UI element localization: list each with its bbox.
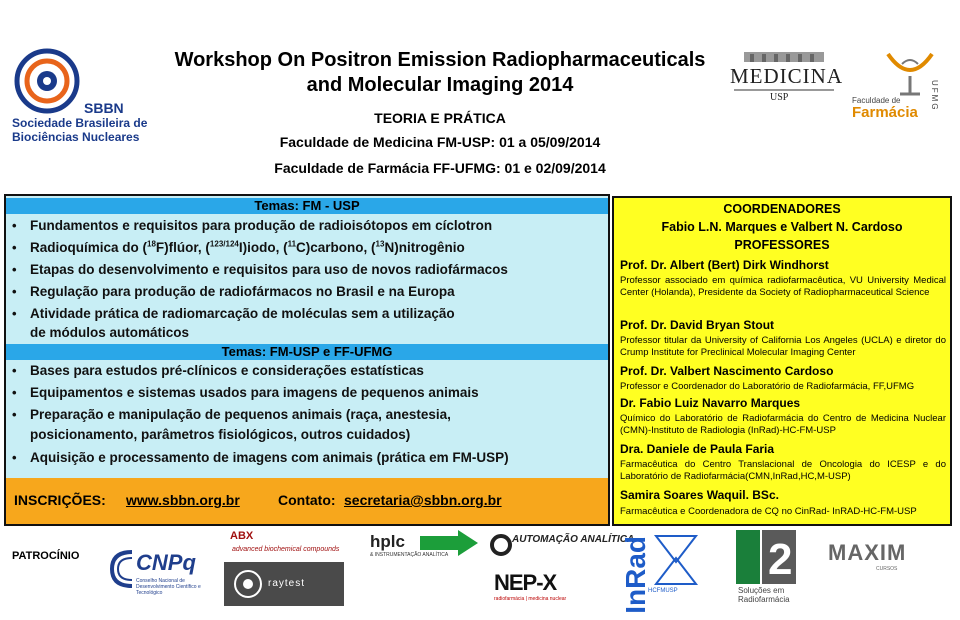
- list-item: • Aquisição e processamento de imagens com animais (prática em FM-USP): [30, 448, 509, 468]
- registration-bar: [6, 478, 608, 524]
- cnpq-logo-icon: [110, 546, 136, 592]
- page-title: Workshop On Positron Emission Radiopharmaceuticals and Molecular Imaging 2014: [174, 49, 706, 96]
- inrad-logo-subtext: HCFMUSP: [648, 588, 678, 594]
- professor-desc: Professor e Coordenador do Laboratório de Radiofarmácia, FF,UFMG: [620, 381, 915, 392]
- professor-name: Dr. Fabio Luiz Navarro Marques: [620, 396, 801, 410]
- professor-name: Samira Soares Waquil. BSc.: [620, 488, 779, 502]
- professor-name: Prof. Dr. Albert (Bert) Dirk Windhorst: [620, 258, 829, 272]
- sponsors-label: PATROCÍNIO: [12, 550, 80, 562]
- bullet-icon: •: [12, 407, 17, 422]
- professor-desc: Professor titular da University of California Los Angeles (UCLA) e diretor do Crump Institute for Preclinical Molecular Imaging Center: [620, 335, 946, 358]
- farmacia-ufmg-text: UFMG: [930, 80, 939, 112]
- list-item: • Atividade prática de radiomarcação de moléculas sem a utilização: [30, 304, 455, 324]
- list-item: • Preparação e manipulação de pequenos animais (raça, anestesia,: [30, 405, 451, 425]
- dates-ff-ufmg: Faculdade de Farmácia FF-UFMG: 01 e 02/09/2014: [274, 160, 606, 176]
- raytest-logo-text: raytest: [268, 578, 306, 589]
- bullet-icon: •: [12, 218, 17, 233]
- bullet-icon: •: [12, 363, 17, 378]
- bullet-icon: •: [12, 284, 17, 299]
- list-item: • Radioquímica do ($^{18}$F)flúor, ($^{123/124}$I)iodo, ($^{11}$C)carbono, ($^{13}$N)nitrogênio: [30, 238, 465, 258]
- list-item-continuation: de módulos automáticos: [30, 325, 190, 340]
- bullet-icon: •: [12, 306, 17, 321]
- raytest-logo-icon: [232, 566, 264, 602]
- list-item: • Etapas do desenvolvimento e requisitos para uso de novos radiofármacos: [30, 260, 508, 280]
- inrad-logo-icon: [650, 532, 702, 588]
- bullet-icon: •: [12, 450, 17, 465]
- professor-name: Prof. Dr. David Bryan Stout: [620, 318, 775, 332]
- maxim-logo-text: MAXIM: [828, 540, 907, 565]
- bullet-icon: •: [12, 385, 17, 400]
- professors-heading: PROFESSORES: [734, 238, 830, 252]
- medicina-logo-text: MEDICINA: [730, 64, 843, 88]
- professor-name: Dra. Daniele de Paula Faria: [620, 442, 775, 456]
- faculty-panel: [612, 196, 952, 526]
- org-abbr: SBBN: [84, 100, 124, 116]
- abx-logo-subtext: advanced biochemical compounds: [232, 546, 340, 553]
- farmacia-fac-text: Faculdade de: [852, 96, 901, 105]
- list-item: • Equipamentos e sistemas usados para imagens de pequenos animais: [30, 383, 479, 403]
- list-item-continuation: posicionamento, parâmetros fisiológicos, outros cuidados): [30, 427, 411, 442]
- inrad-logo-text: InRad: [620, 536, 651, 614]
- list-item: • Bases para estudos pré-clínicos e considerações estatísticas: [30, 361, 424, 381]
- org-name: Sociedade Brasileira de Biociências Nucleares: [12, 116, 148, 144]
- r2-logo-text: Soluções em Radiofarmácia: [738, 586, 790, 604]
- professor-desc: Professor associado em química radiofarmacêutica, VU University Medical Center (Holanda), Presidente da Society of Radiopharmaceutical Science: [620, 275, 946, 298]
- subtitle: TEORIA E PRÁTICA: [374, 110, 506, 126]
- coordinators-names: Fabio L.N. Marques e Valbert N. Cardoso: [661, 220, 903, 234]
- professor-desc: Farmacêutica e Coordenadora de CQ no CinRad- InRAD-HC-FM-USP: [620, 506, 917, 517]
- svg-text:2: 2: [768, 535, 793, 584]
- hplc-logo-subtext: & INSTRUMENTAÇÃO ANALÍTICA: [370, 552, 449, 558]
- contact-label: Contato:: [278, 492, 336, 508]
- cnpq-logo-text: CNPq: [136, 550, 196, 575]
- professor-desc: Farmacêutica do Centro Translacional de Oncologia do ICESP e do Laboratório de Radiofarmácia(CMN,InRad,HC,M-USP): [620, 459, 946, 482]
- bullet-icon: •: [12, 262, 17, 277]
- r2-logo-icon: [736, 530, 796, 584]
- maxim-logo-subtext: CURSOS: [876, 566, 898, 572]
- professor-desc: Químico do Laboratório de Radiofarmácia do Centro de Medicina Nuclear (CMN)-Instituto de Radiologia (InRad)-HC-FM-USP: [620, 413, 946, 436]
- automacao-logo-text: AUTOMAÇÃO ANALÍTICA: [512, 534, 635, 545]
- coordinators-heading: COORDENADORES: [723, 202, 841, 216]
- cnpq-logo-subtext: Conselho Nacional de Desenvolvimento Científico e Tecnológico: [136, 578, 201, 596]
- theme-heading-fm-usp-ff-ufmg: Temas: FM-USP e FF-UFMG: [6, 344, 608, 360]
- registration-label: INSCRIÇÕES:: [14, 492, 106, 508]
- professor-name: Prof. Dr. Valbert Nascimento Cardoso: [620, 364, 834, 378]
- abx-logo-text: ABX: [230, 530, 254, 542]
- farmacia-logo-text: Farmácia: [852, 104, 918, 121]
- themes-panel: [4, 194, 610, 526]
- nepx-logo-subtext: radiofarmácia | medicina nuclear: [494, 596, 567, 602]
- nepx-logo-text: NEP-X: [494, 570, 557, 595]
- registration-link[interactable]: www.sbbn.org.br: [126, 492, 240, 508]
- automacao-logo-icon: [490, 532, 512, 558]
- list-item: • Regulação para produção de radiofármacos no Brasil e na Europa: [30, 282, 455, 302]
- medicina-usp-text: USP: [770, 92, 789, 103]
- dates-fm-usp: Faculdade de Medicina FM-USP: 01 a 05/09/2014: [279, 134, 601, 150]
- sbbn-logo-icon: [14, 48, 80, 114]
- list-item: • Fundamentos e requisitos para produção de radioisótopos em cíclotron: [30, 216, 492, 236]
- theme-heading-fm-usp: Temas: FM - USP: [6, 198, 608, 214]
- contact-email-link[interactable]: secretaria@sbbn.org.br: [344, 492, 502, 508]
- bullet-icon: •: [12, 240, 17, 255]
- hplc-logo-text: hplc: [370, 532, 405, 551]
